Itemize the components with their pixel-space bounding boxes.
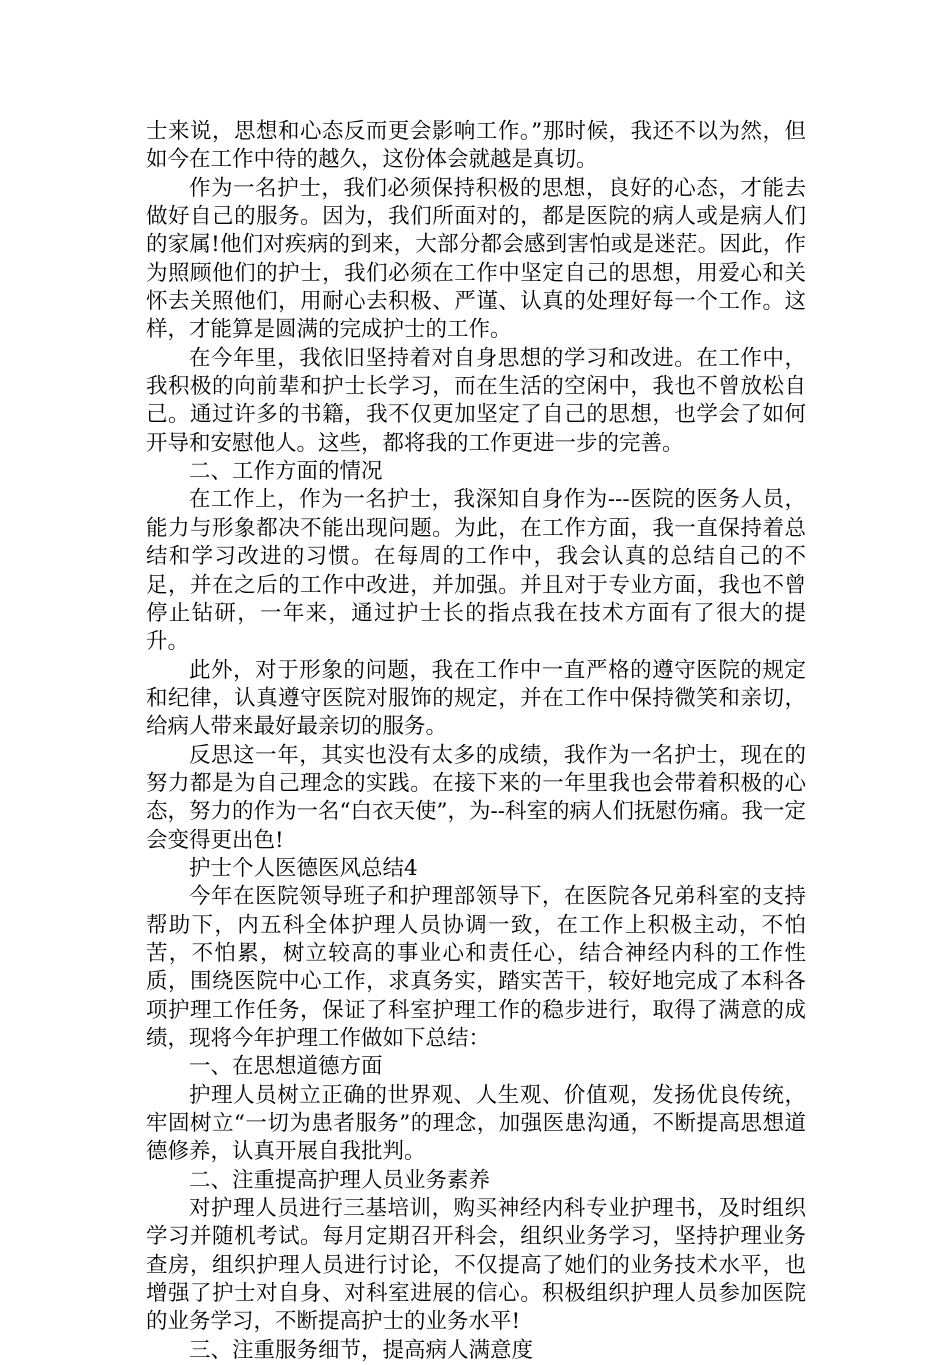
section-heading-work: 二、工作方面的情况 [189, 459, 383, 485]
document-page [146, 118, 806, 1365]
section-heading-training: 二、注重提高护理人员业务素养 [189, 1167, 491, 1193]
paragraph-3: 在今年里，我依旧坚持着对自身思想的学习和改进。在工作中，我积极的向前辈和护士长学习，而在生活的空闲中，我也不曾放松自己。通过许多的书籍，我不仅更加坚定了自己的思想，也学会了如何开导和安慰他人。这些，都将我的工作更进一步的完善。 [146, 345, 806, 456]
paragraph-5: 在工作上，作为一名护士，我深知自身作为---医院的医务人员，能力与形象都决不能出现问题。为此，在工作方面，我一直保持着总结和学习改进的习惯。在每周的工作中，我会认真的总结自己的不足，并在之后的工作中改进，并加强。并且对于专业方面，我也不曾停止钻研，一年来，通过护士长的指点我在技术方面有了很大的提升。 [146, 487, 806, 655]
paragraph-1: 士来说，思想和心态反而更会影响工作。”那时候，我还不以为然，但如今在工作中待的越久，这份体会就越是真切。 [146, 119, 806, 173]
paragraph-11: 护理人员树立正确的世界观、人生观、价值观，发扬优良传统，牢固树立“一切为患者服务”的理念，加强医患沟通，不断提高思想道德修养，认真开展自我批判。 [146, 1082, 806, 1165]
paragraph-13: 对护理人员进行三基培训，购买神经内科专业护理书，及时组织学习并随机考试。每月定期召开科会，组织业务学习，坚持护理业务查房，组织护理人员进行讨论，不仅提高了她们的业务技术水平，也增强了护士对自身、对科室进展的信心。积极组织护理人员参加医院的业务学习，不断提高护士的业务水平! [146, 1196, 806, 1335]
section-heading-ethics: 一、在思想道德方面 [189, 1054, 383, 1080]
section-heading-service: 三、注重服务细节，提高病人满意度 [189, 1337, 534, 1363]
article-title-4: 护士个人医德医风总结4 [189, 855, 418, 881]
paragraph-7: 反思这一年，其实也没有太多的成绩，我作为一名护士，现在的努力都是为自己理念的实践。在接下来的一年里我也会带着积极的心态，努力的作为一名“白衣天使”，为--科室的病人们抚慰伤痛。我一定会变得更出色! [146, 742, 807, 853]
paragraph-2: 作为一名护士，我们必须保持积极的思想，良好的心态，才能去做好自己的服务。因为，我们所面对的，都是医院的病人或是病人们的家属!他们对疾病的到来，大部分都会感到害怕或是迷茫。因此，作为照顾他们的护士，我们必须在工作中坚定自己的思想，用爱心和关怀去关照他们，用耐心去积极、严谨、认真的处理好每一个工作。这样，才能算是圆满的完成护士的工作。 [146, 175, 806, 343]
paragraph-9: 今年在医院领导班子和护理部领导下，在医院各兄弟科室的支持帮助下，内五科全体护理人员协调一致，在工作上积极主动，不怕苦，不怕累，树立较高的事业心和责任心，结合神经内科的工作性质，围绕医院中心工作，求真务实，踏实苦干，较好地完成了本科各项护理工作任务，保证了科室护理工作的稳步进行，取得了满意的成绩，现将今年护理工作做如下总结： [146, 884, 806, 1051]
paragraph-6: 此外，对于形象的问题，我在工作中一直严格的遵守医院的规定和纪律，认真遵守医院对服饰的规定，并在工作中保持微笑和亲切，给病人带来最好最亲切的服务。 [146, 657, 806, 740]
